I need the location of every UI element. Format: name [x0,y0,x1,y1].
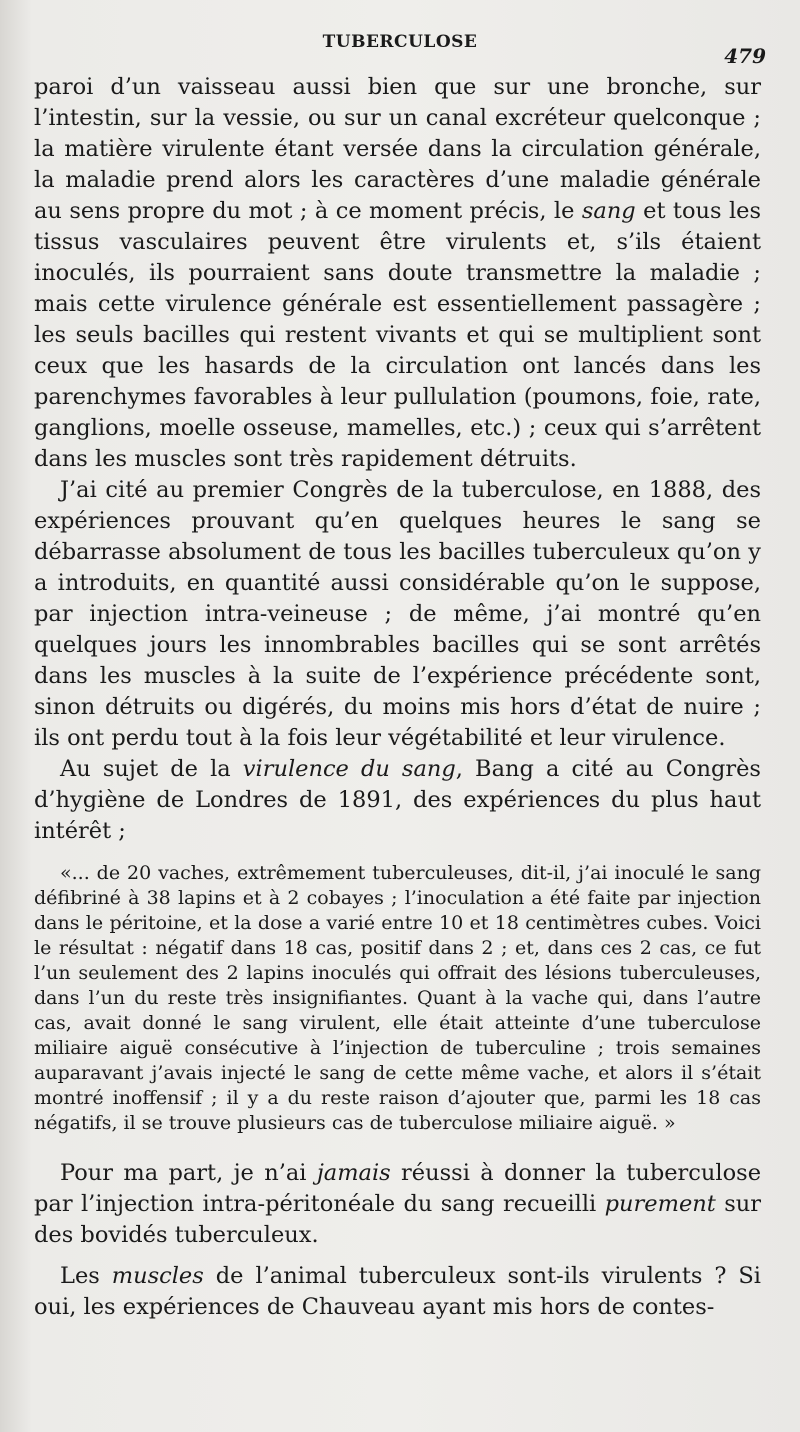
paragraph-5-start: Les [60,1263,112,1289]
paragraph-1-text: paroi d’un vaisseau aussi bien que sur une bronche, sur l’intestin, sur la vessie, ou sur un canal excréteur quelconque ; la matière virulente étant versée dans la circulation générale, la maladie prend alors les caractères d’une maladie générale au sens propre du mot ; à ce moment précis, le [34,74,761,224]
paragraph-3 [34,754,761,847]
paragraph-4-start: Pour ma part, je n’ai [60,1160,317,1186]
paragraph-1 [34,72,761,475]
paragraph-4 [34,1158,761,1251]
emphasis-virulence-du-sang: virulence du sang [242,756,456,782]
paragraph-3-end: , Bang a cité au Congrès d’hygiène de Londres de 1891, des expériences du plus haut intérêt ; [34,756,761,844]
emphasis-purement: purement [604,1191,716,1217]
page-header [0,30,800,68]
paragraph-5-end: de l’animal tuberculeux sont-ils virulents ? Si oui, les expériences de Chauveau ayant mis hors de contes- [34,1263,761,1320]
emphasis-sang: sang [581,198,636,224]
paragraph-3-start: Au sujet de la [60,756,243,782]
running-title: TUBERCULOSE [322,32,478,52]
paragraph-4-end: sur des bovidés tuberculeux. [34,1191,761,1248]
emphasis-jamais: jamais [316,1160,391,1186]
paragraph-4-mid: réussi à donner la tuberculose par l’injection intra-péritonéale du sang recueilli [34,1160,762,1217]
paragraph-5 [34,1261,761,1323]
quotation-bang: «... de 20 vaches, extrêmement tuberculeuses, dit-il, j’ai inoculé le sang défibriné à 38 lapins et à 2 cobayes ; l’inoculation a été faite par injection dans le péritoine, et la dose a varié entre 10 et 18 centimètres cubes. Voici le résultat : négatif dans 18 cas, positif dans 2 ; et, dans ces 2 cas, ce fut l’un seulement des 2 lapins inoculés qui offrait des lésions tuberculeuses, dans l’un du reste très insignifiantes. Quant à la vache qui, dans l’autre cas, avait donné le sang virulent, elle était atteinte d’une tuberculose miliaire aiguë consécutive à l’injection de tuberculine ; trois semaines auparavant j’avais injecté le sang de cette même vache, et alors il s’était montré inoffensif ; il y a du reste raison d’ajouter que, parmi les 18 cas négatifs, il se trouve plusieurs cas de tuberculose miliaire aiguë. » [34,862,761,1134]
page-number: 479 [724,44,766,68]
emphasis-muscles: muscles [111,1263,204,1289]
paragraph-1-rest: et tous les tissus vasculaires peuvent être virulents et, s’ils étaient inoculés, ils pourraient sans doute transmettre la maladie ; mais cette virulence générale est essentiellement passagère ; les seuls bacilles qui restent vivants et qui se multiplient sont ceux que les hasards de la circulation ont lancés dans les parenchymes favorables à leur pullulation (poumons, foie, rate, ganglions, moelle osseuse, mamelles, etc.) ; ceux qui s’arrêtent dans les muscles sont très rapidement détruits. [34,198,762,472]
paragraph-2: J’ai cité au premier Congrès de la tuberculose, en 1888, des expériences prouvant qu’en quelques heures le sang se débarrasse absolument de tous les bacilles tuberculeux qu’on y a introduits, en quantité aussi considérable qu’on le suppose, par injection intra-veineuse ; de même, j’ai montré qu’en quelques jours les innombrables bacilles qui se sont arrêtés dans les muscles à la suite de l’expérience précédente sont, sinon détruits ou digérés, du moins mis hors d’état de nuire ; ils ont perdu tout à la fois leur végétabilité et leur virulence. [34,477,761,751]
body-text [34,72,761,1323]
